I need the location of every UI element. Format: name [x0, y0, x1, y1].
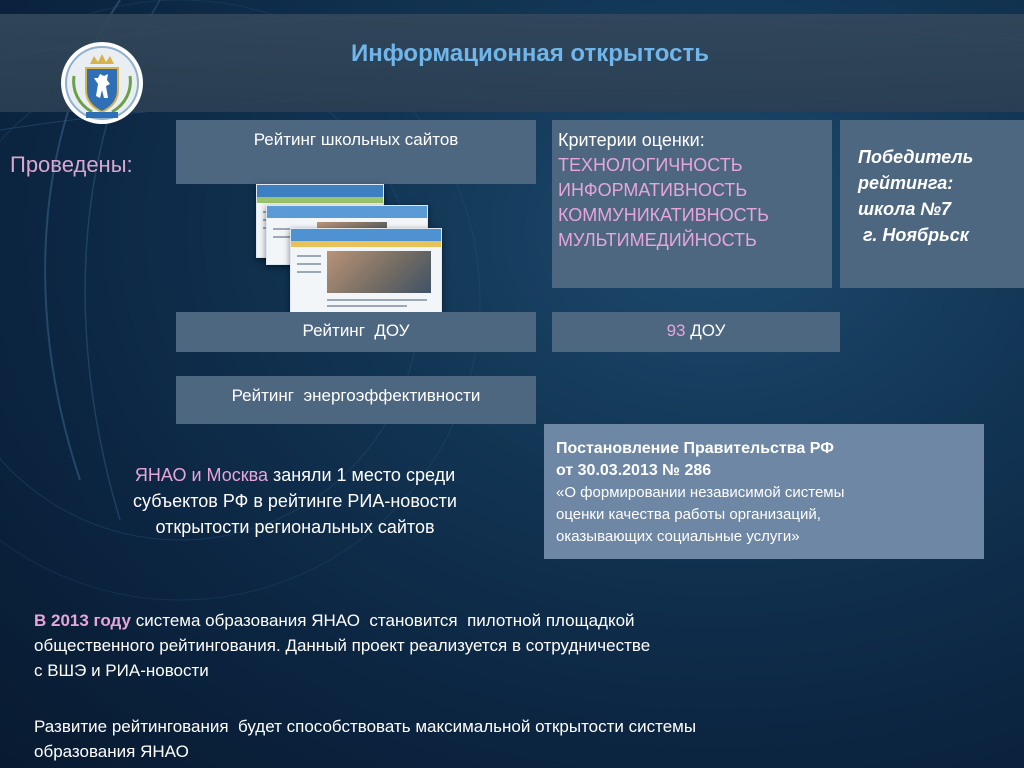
winner-box — [840, 120, 1024, 288]
decree-text: оценки качества работы организаций, — [556, 506, 821, 523]
conducted-label: Проведены: — [10, 152, 133, 177]
decree-title: Постановление Правительства РФ — [556, 440, 834, 457]
criteria-box — [552, 120, 832, 288]
dou-count-number: 93 — [666, 321, 686, 340]
winner-line: Победитель — [858, 147, 974, 167]
dou-rating-label: Рейтинг ДОУ — [302, 321, 410, 340]
yamal-line: заняли 1 место среди — [267, 465, 456, 485]
winner-line: г. Ноябрьск — [858, 225, 969, 245]
page-title: Информационная открытость — [350, 40, 710, 67]
development-paragraph — [34, 714, 934, 764]
website-screenshot-3 — [290, 228, 442, 314]
criteria-title: Критерии оценки: — [558, 130, 705, 150]
dou-rating-box — [176, 312, 536, 352]
school-sites-rating-label: Рейтинг школьных сайтов — [253, 130, 459, 149]
dou-count-box — [552, 312, 840, 352]
pilot-paragraph — [34, 608, 934, 683]
decree-date: от 30.03.2013 № 286 — [556, 462, 712, 479]
yamal-coat-of-arms-icon — [52, 40, 152, 126]
dou-count-label: ДОУ — [685, 321, 726, 340]
energy-rating-box — [176, 376, 536, 424]
winner-line: школа №7 — [858, 199, 951, 219]
yamal-ranking-text — [60, 462, 530, 540]
yamal-line: субъектов РФ в рейтинге РИА-новости — [133, 491, 457, 511]
yamal-line: открытости региональных сайтов — [155, 517, 435, 537]
decree-text: «О формировании независимой системы — [556, 484, 845, 501]
criteria-item: ТЕХНОЛОГИЧНОСТЬ — [558, 155, 743, 175]
criteria-item: КОММУНИКАТИВНОСТЬ — [558, 205, 769, 225]
school-sites-rating-box — [176, 120, 536, 184]
development-line: образования ЯНАО — [34, 742, 189, 761]
pilot-line: общественного рейтингования. Данный проект реализуется в сотрудничестве — [34, 636, 651, 655]
logo — [52, 40, 152, 126]
yamal-highlight: ЯНАО и Москва — [134, 465, 268, 485]
pilot-line: система образования ЯНАО становится пилотной площадкой — [131, 611, 635, 630]
development-line: Развитие рейтингования будет способствовать максимальной открытости системы — [34, 717, 697, 736]
decree-text: оказывающих социальные услуги» — [556, 528, 800, 545]
energy-rating-label: Рейтинг энергоэффективности — [231, 386, 481, 405]
criteria-item: ИНФОРМАТИВНОСТЬ — [558, 180, 748, 200]
winner-line: рейтинга: — [858, 173, 954, 193]
pilot-line: с ВШЭ и РИА-новости — [34, 661, 209, 680]
pilot-year: В 2013 году — [34, 611, 132, 630]
decree-box — [544, 424, 984, 559]
criteria-item: МУЛЬТИМЕДИЙНОСТЬ — [558, 230, 757, 250]
